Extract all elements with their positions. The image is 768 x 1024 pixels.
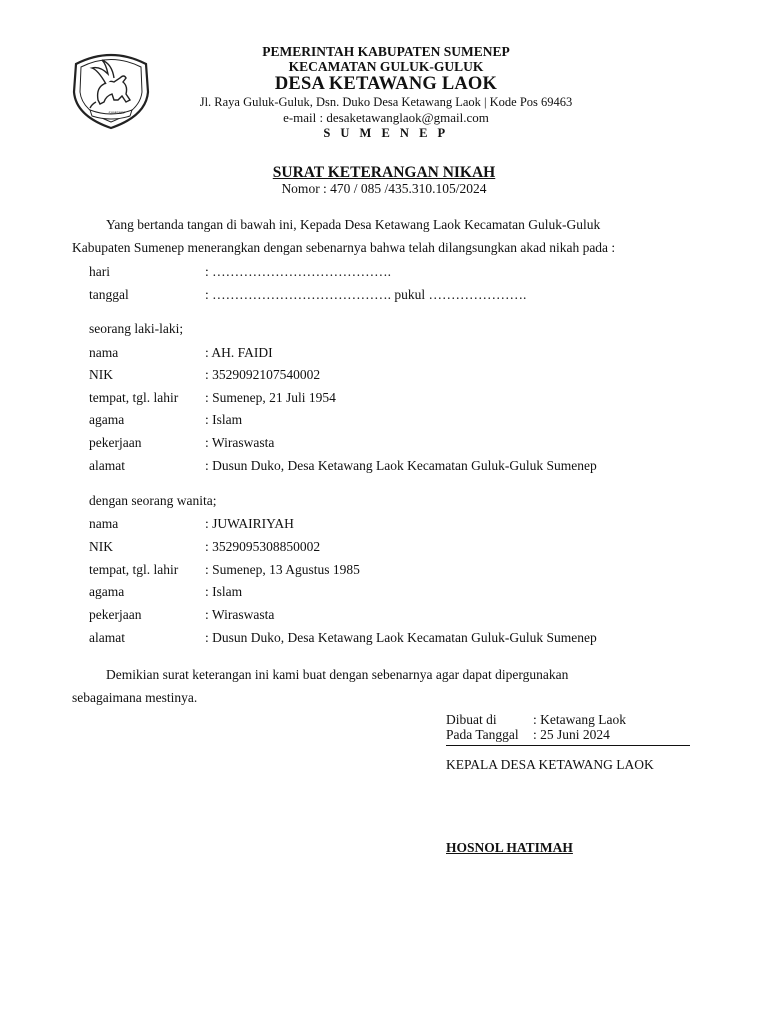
- signatory-position: KEPALA DESA KETAWANG LAOK: [446, 757, 654, 772]
- opening-paragraph: [72, 213, 697, 259]
- event-date-row: [89, 286, 526, 304]
- field-label: alamat: [89, 630, 125, 645]
- field-label: tanggal: [89, 287, 129, 302]
- opening-line-2: Kabupaten Sumenep menerangkan dengan sebenarnya bahwa telah dilangsungkan akad nikah pada :: [72, 240, 616, 255]
- field-label: agama: [89, 584, 125, 599]
- groom-row: [89, 457, 597, 475]
- bride-row: [89, 538, 320, 556]
- field-label: agama: [89, 412, 125, 427]
- field-value: : Islam: [205, 584, 243, 599]
- government-line: PEMERINTAH KABUPATEN SUMENEP: [262, 44, 510, 59]
- letter-number: Nomor : 470 / 085 /435.310.105/2024: [281, 181, 487, 196]
- district-line: KECAMATAN GULUK-GULUK: [288, 59, 484, 74]
- bride-intro: dengan seorang wanita;: [89, 493, 217, 508]
- field-value: : …………………………………. pukul ………………….: [205, 287, 527, 302]
- city-line: S U M E N E P: [323, 126, 449, 140]
- closing-line-2: sebagaimana mestinya.: [72, 690, 198, 705]
- field-value: : AH. FAIDI: [205, 345, 273, 360]
- closing-line-1: Demikian surat keterangan ini kami buat dengan sebenarnya agar dapat dipergunakan: [106, 667, 569, 682]
- groom-row: [89, 411, 242, 429]
- signatory-name: HOSNOL HATIMAH: [446, 840, 573, 855]
- field-label: alamat: [89, 458, 125, 473]
- field-value: : Dusun Duko, Desa Ketawang Laok Kecamatan Guluk-Guluk Sumenep: [205, 630, 597, 645]
- field-value: : 3529095308850002: [205, 539, 321, 554]
- groom-row: [89, 389, 336, 407]
- field-label: tempat, tgl. lahir: [89, 390, 179, 405]
- letter-heading: SURAT KETERANGAN NIKAH: [272, 164, 496, 181]
- field-label: pekerjaan: [89, 607, 142, 622]
- bride-row: [89, 606, 274, 624]
- opening-line-1: Yang bertanda tangan di bawah ini, Kepada Desa Ketawang Laok Kecamatan Guluk-Guluk: [106, 217, 601, 232]
- field-value: : Islam: [205, 412, 243, 427]
- email-line: e-mail : desaketawanglaok@gmail.com: [283, 110, 489, 125]
- groom-intro: seorang laki-laki;: [89, 321, 184, 336]
- address-line: Jl. Raya Guluk-Guluk, Dsn. Duko Desa Ketawang Laok | Kode Pos 69463: [199, 95, 573, 109]
- event-day-row: [89, 263, 391, 281]
- field-label: nama: [89, 516, 119, 531]
- letterhead: [160, 44, 612, 141]
- field-value: : Sumenep, 21 Juli 1954: [205, 390, 336, 405]
- field-value: : Dusun Duko, Desa Ketawang Laok Kecamatan Guluk-Guluk Sumenep: [205, 458, 597, 473]
- field-value: : Wiraswasta: [205, 435, 275, 450]
- signature-divider: [446, 745, 690, 746]
- logo-ribbon-text: SUMENEP: [108, 111, 126, 115]
- field-label: tempat, tgl. lahir: [89, 562, 179, 577]
- field-value: : 3529092107540002: [205, 367, 321, 382]
- date-value: : 25 Juni 2024: [533, 727, 610, 742]
- sumenep-logo-icon: [68, 42, 154, 132]
- field-value: : ………………………………….: [205, 264, 392, 279]
- field-value: : Sumenep, 13 Agustus 1985: [205, 562, 360, 577]
- bride-row: [89, 629, 597, 647]
- field-label: hari: [89, 264, 110, 279]
- field-value: : JUWAIRIYAH: [205, 516, 294, 531]
- field-label: NIK: [89, 367, 113, 382]
- letter-title: [0, 164, 768, 197]
- date-row: [446, 727, 610, 743]
- bride-row: [89, 561, 360, 579]
- place-label: Dibuat di: [446, 712, 497, 727]
- field-label: pekerjaan: [89, 435, 142, 450]
- field-label: nama: [89, 345, 119, 360]
- groom-row: [89, 366, 320, 384]
- groom-row: [89, 344, 273, 362]
- closing-paragraph: [72, 663, 697, 709]
- village-name: DESA KETAWANG LAOK: [274, 74, 498, 94]
- place-value: : Ketawang Laok: [533, 712, 626, 727]
- date-label: Pada Tanggal: [446, 727, 519, 742]
- bride-row: [89, 515, 294, 533]
- place-row: [446, 712, 626, 728]
- bride-row: [89, 583, 242, 601]
- field-label: NIK: [89, 539, 113, 554]
- field-value: : Wiraswasta: [205, 607, 275, 622]
- groom-row: [89, 434, 274, 452]
